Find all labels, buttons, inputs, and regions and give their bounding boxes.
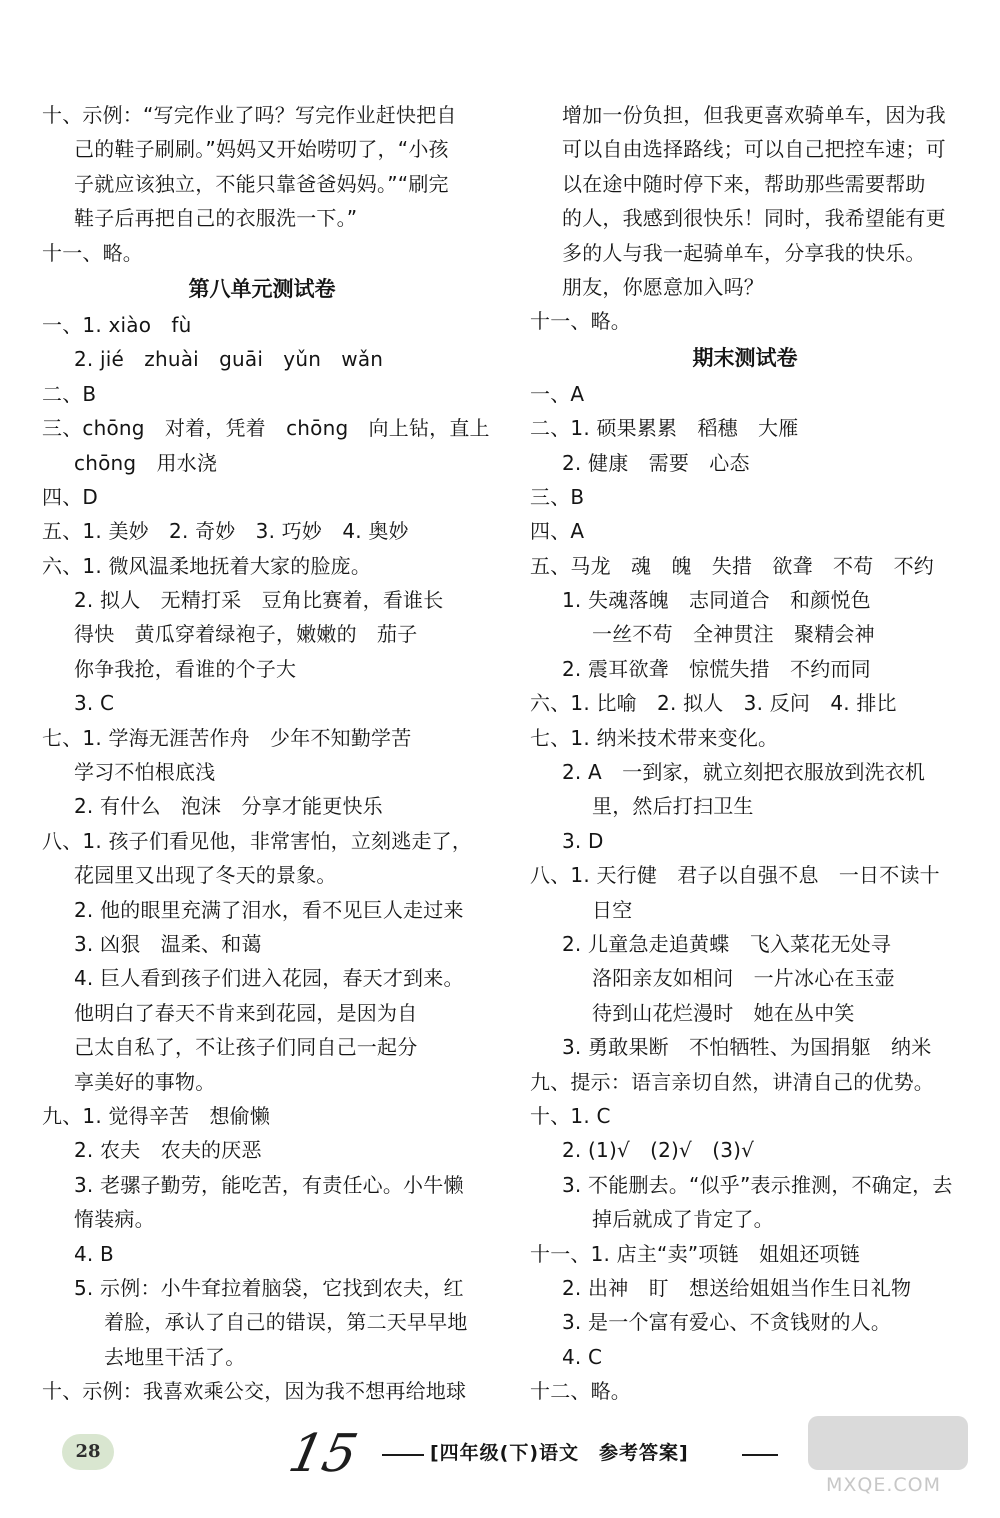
answer-line: 4. C — [562, 1344, 603, 1369]
answer-line: 2. 震耳欲聋 惊慌失措 不约而同 — [562, 656, 871, 681]
answer-line: 增加一份负担，但我更喜欢骑单车，因为我 — [562, 103, 946, 127]
unit8-answer-lines — [42, 308, 490, 1409]
answer-line: 十、1. C — [530, 1103, 611, 1128]
answer-line: 4. B — [74, 1241, 114, 1266]
answer-line: 的人，我感到很快乐！同时，我希望能有更 — [562, 206, 946, 231]
left-intro-lines — [42, 98, 482, 270]
answer-line: 可以自由选择路线；可以自己把控车速；可 — [562, 137, 946, 162]
answer-line: 1. 失魂落魄 志同道合 和颜悦色 — [562, 588, 871, 613]
right-column — [530, 98, 960, 1408]
answer-line: 三、B — [530, 484, 585, 509]
answer-line: 待到山花烂漫时 她在丛中笑 — [592, 1000, 855, 1025]
answer-line: 学习不怕根底浅 — [74, 760, 216, 785]
answer-line: 得快 黄瓜穿着绿袍子，嫩嫩的 茄子 — [74, 622, 418, 647]
answer-line: 一、A — [530, 381, 585, 406]
answer-line: 六、1. 比喻 2. 拟人 3. 反问 4. 排比 — [530, 691, 897, 716]
answer-line: 2. 出神 盯 想送给姐姐当作生日礼物 — [562, 1275, 912, 1300]
answer-line: 洛阳亲友如相问 一片冰心在玉壶 — [592, 966, 895, 991]
answer-line: 八、1. 天行健 君子以自强不息 一日不读十 — [530, 863, 940, 888]
watermark-text: MXQE.COM — [826, 1474, 942, 1496]
answer-line: 子就应该独立，不能只靠爸爸妈妈。”“刷完 — [74, 171, 449, 196]
answer-line: 三、chōng 对着，凭着 chōng 向上钻，直上 — [42, 416, 490, 441]
answer-line: 2. 儿童急走追黄蝶 飞入菜花无处寻 — [562, 931, 892, 956]
answer-line: 惰装病。 — [74, 1207, 155, 1232]
answer-line: 鞋子后再把自己的衣服洗一下。” — [74, 206, 358, 231]
answer-line: 3. C — [74, 691, 115, 716]
answer-line: 七、1. 纳米技术带来变化。 — [530, 725, 779, 750]
handwritten-note: 15 — [283, 1424, 363, 1484]
answer-line: 七、1. 学海无涯苦作舟 少年不知勤学苦 — [42, 725, 412, 750]
answer-line: 以在途中随时停下来，帮助那些需要帮助 — [562, 171, 926, 196]
answer-line: 2. 健康 需要 心态 — [562, 450, 750, 475]
answer-line: 己的鞋子刷刷。”妈妈又开始唠叨了，“小孩 — [74, 137, 449, 162]
answer-line: 十一、略。 — [42, 240, 143, 265]
answer-line: 2. 拟人 无精打采 豆角比赛着，看谁长 — [74, 588, 444, 613]
answer-line: 日空 — [592, 897, 633, 922]
answer-line: 2. A 一到家，就立刻把衣服放到洗衣机 — [562, 760, 926, 785]
answer-line: 十一、1. 店主“卖”项链 姐姐还项链 — [530, 1241, 860, 1266]
watermark — [808, 1416, 968, 1506]
footer-rule-left — [382, 1454, 424, 1456]
answer-line: 四、D — [42, 484, 99, 509]
footer-rule-right — [742, 1454, 778, 1456]
answer-line: 九、提示：语言亲切自然，讲清自己的优势。 — [530, 1069, 934, 1094]
answer-line: 己太自私了，不让孩子们同自己一起分 — [74, 1035, 418, 1060]
answer-line: 六、1. 微风温柔地抚着大家的脸庞。 — [42, 553, 372, 578]
right-intro-lines — [530, 98, 960, 339]
answer-line: 二、B — [42, 381, 97, 406]
answer-line: 4. 巨人看到孩子们进入花园，春天才到来。 — [74, 966, 464, 991]
answer-line: 五、1. 美妙 2. 奇妙 3. 巧妙 4. 奥妙 — [42, 519, 409, 544]
answer-line: 2. 他的眼里充满了泪水，看不见巨人走过来 — [74, 897, 464, 922]
answer-line: 2. 农夫 农夫的厌恶 — [74, 1138, 262, 1163]
answer-line: 十一、略。 — [530, 309, 631, 334]
answer-line: 五、马龙 魂 魄 失措 欲聋 不苟 不约 — [530, 553, 934, 578]
answer-line: 2. (1)√ (2)√ (3)√ — [562, 1138, 755, 1163]
answer-line: 多的人与我一起骑单车，分享我的快乐。 — [562, 240, 926, 265]
answer-line: 去地里干活了。 — [104, 1344, 246, 1369]
answer-line: 十、示例：我喜欢乘公交，因为我不想再给地球 — [42, 1379, 467, 1404]
answer-line: 你争我抢，看谁的个子大 — [74, 656, 297, 681]
answer-line: 一、1. xiào fù — [42, 312, 192, 337]
answer-line: 着脸，承认了自己的错误，第二天早早地 — [104, 1310, 468, 1335]
section-title-final: 期末测试卷 — [692, 345, 798, 370]
answer-line: 花园里又出现了冬天的景象。 — [74, 863, 337, 888]
answer-line: 3. D — [562, 828, 604, 853]
answer-line: 他明白了春天不肯来到花园，是因为自 — [74, 1000, 418, 1025]
left-column — [42, 98, 490, 1408]
page-footer — [0, 1410, 1000, 1496]
answer-line: 5. 示例：小牛耷拉着脑袋，它找到农夫，红 — [74, 1275, 464, 1300]
answer-line: chōng 用水浇 — [74, 450, 218, 475]
footer-title: [四年级(下)语文 参考答案] — [430, 1442, 689, 1464]
answer-line: 3. 老骡子勤劳，能吃苦，有责任心。小牛懒 — [74, 1172, 464, 1197]
answer-line: 九、1. 觉得辛苦 想偷懒 — [42, 1103, 271, 1128]
watermark-logo-icon — [808, 1416, 968, 1470]
answer-line: 朋友，你愿意加入吗？ — [562, 274, 764, 299]
answer-line: 二、1. 硕果累累 稻穗 大雁 — [530, 416, 799, 441]
section-title-unit8: 第八单元测试卷 — [188, 276, 336, 301]
answer-line: 3. 不能删去。“似乎”表示推测，不确定，去 — [562, 1172, 953, 1197]
answer-line: 3. 勇敢果断 不怕牺牲、为国捐躯 纳米 — [562, 1035, 932, 1060]
answer-line: 里，然后打扫卫生 — [592, 794, 754, 819]
answer-line: 十、示例：“写完作业了吗？写完作业赶快把自 — [42, 103, 457, 127]
answer-line: 掉后就成了肯定了。 — [592, 1207, 774, 1232]
page-number: 28 — [62, 1434, 114, 1470]
answer-line: 十二、略。 — [530, 1379, 631, 1404]
answer-line: 3. 是一个富有爱心、不贪钱财的人。 — [562, 1310, 892, 1335]
answer-line: 享美好的事物。 — [74, 1069, 216, 1094]
answer-line: 四、A — [530, 519, 585, 544]
final-answer-lines — [530, 377, 960, 1409]
answer-line: 2. 有什么 泡沫 分享才能更快乐 — [74, 794, 383, 819]
answer-line: 一丝不苟 全神贯注 聚精会神 — [592, 622, 875, 647]
answer-line: 八、1. 孩子们看见他，非常害怕，立刻逃走了， — [42, 828, 473, 853]
answer-line: 2. jié zhuài guāi yǔn wǎn — [74, 347, 384, 372]
answer-line: 3. 凶狠 温柔、和蔼 — [74, 931, 262, 956]
